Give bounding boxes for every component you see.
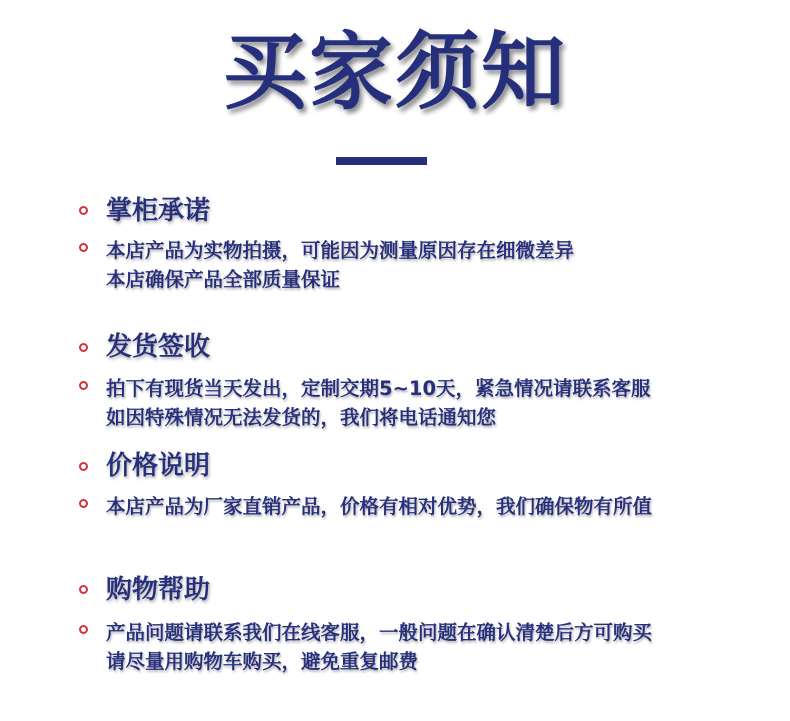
- page-title: 买家须知: [222, 23, 567, 121]
- section-text-line: 本店产品为厂家直销产品，价格有相对优势，我们确保物有所值: [106, 495, 653, 518]
- section-text-line: 如因特殊情况无法发货的，我们将电话通知您: [106, 406, 497, 429]
- section-text-line: 产品问题请联系我们在线客服，一般问题在确认清楚后方可购买: [106, 621, 653, 644]
- title-underline: [336, 157, 427, 165]
- circle-bullet-icon: [79, 343, 88, 352]
- circle-bullet-icon: [79, 499, 88, 508]
- section-text-line: 拍下有现货当天发出，定制交期5~10天，紧急情况请联系客服: [106, 377, 651, 400]
- section-heading: 价格说明: [106, 451, 211, 481]
- circle-bullet-icon: [79, 381, 88, 390]
- circle-bullet-icon: [79, 243, 88, 252]
- circle-bullet-icon: [79, 585, 88, 594]
- section-text-line: 本店确保产品全部质量保证: [106, 268, 341, 291]
- section-heading: 购物帮助: [106, 575, 211, 605]
- circle-bullet-icon: [79, 462, 88, 471]
- circle-bullet-icon: [79, 625, 88, 634]
- circle-bullet-icon: [79, 206, 88, 215]
- section-text-line: 本店产品为实物拍摄，可能因为测量原因存在细微差异: [106, 239, 575, 262]
- section-heading: 掌柜承诺: [106, 196, 211, 226]
- section-heading: 发货签收: [106, 332, 211, 362]
- section-text-line: 请尽量用购物车购买，避免重复邮费: [106, 650, 419, 673]
